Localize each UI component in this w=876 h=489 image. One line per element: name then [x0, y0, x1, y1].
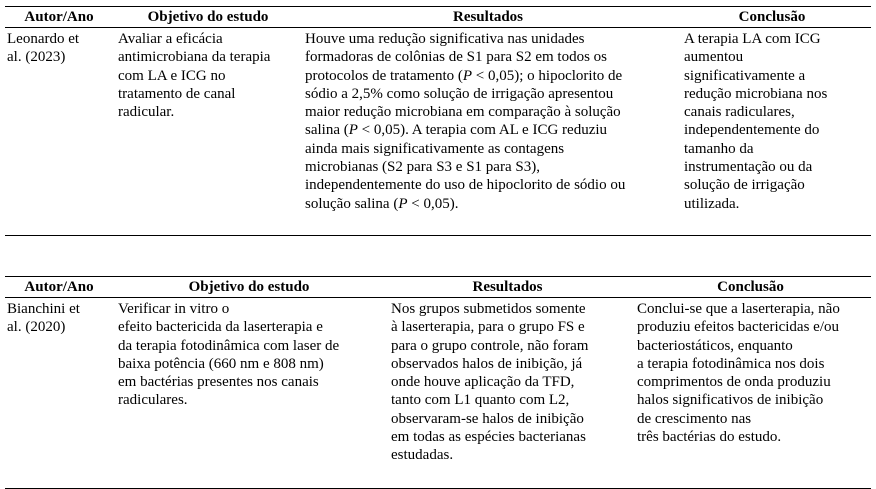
text-line: baixa potência (660 nm e 808 nm) — [118, 355, 324, 372]
text-line: independentemente do uso de hipoclorito de sódio ou — [305, 177, 626, 194]
text-line: solução de irrigação — [684, 177, 805, 194]
text-line: antimicrobiana da terapia — [118, 49, 271, 66]
text-line: maior redução microbiana em comparação à solução — [305, 104, 621, 121]
text-line: Bianchini et — [7, 301, 80, 317]
header-conclusao: Conclusão — [738, 9, 806, 25]
text-line: utilizada. — [684, 195, 740, 212]
cell-conclusao — [637, 300, 869, 446]
text-line: redução microbiana nos — [684, 85, 828, 102]
text-line: da terapia fotodinâmica com laser de — [118, 337, 340, 354]
text-line: ainda mais significativamente as contagens — [305, 140, 565, 157]
cell-objetivo — [118, 30, 298, 121]
header-resultados: Resultados — [472, 279, 543, 295]
text-line: Conclui-se que a laserterapia, não — [637, 301, 840, 317]
text-line: halos significativos de inibição — [637, 392, 824, 409]
text-line: tamanho da — [684, 140, 754, 157]
text-line: observaram-se halos de inibição — [391, 410, 584, 427]
results-table-leonardo — [5, 6, 871, 236]
text-line: a terapia fotodinâmica nos dois — [637, 355, 825, 372]
header-autor-ano: Autor/Ano — [24, 279, 94, 295]
text-line: al. (2020) — [7, 319, 66, 336]
text-line: significativamente a — [684, 67, 806, 84]
header-conclusao: Conclusão — [717, 279, 784, 295]
text-line: tanto com L1 quanto com L2, — [391, 392, 570, 409]
table-header-row — [5, 276, 871, 298]
text-line: Nos grupos submetidos somente — [391, 301, 586, 317]
text-line: comprimentos de onda produziu — [637, 374, 831, 391]
text-line: tratamento de canal — [118, 85, 236, 102]
text-line: sódio a 2,5% como solução de irrigação apresentou — [305, 85, 614, 102]
text-line: solução salina (P < 0,05). — [305, 195, 459, 212]
text-line: protocolos de tratamento (P < 0,05); o hipoclorito de — [305, 67, 623, 84]
text-line: A terapia LA com ICG — [684, 31, 821, 47]
table-row — [5, 298, 871, 489]
text-line: al. (2023) — [7, 49, 66, 66]
text-line: três bactérias do estudo. — [637, 429, 782, 446]
text-line: microbianas (S2 para S3 e S1 para S3), — [305, 159, 540, 176]
text-line: de crescimento nas — [637, 410, 752, 427]
header-autor-ano: Autor/Ano — [24, 9, 94, 25]
text-line: onde houve aplicação da TFD, — [391, 374, 575, 391]
text-line: produziu efeitos bactericidas e/ou — [637, 319, 840, 336]
table-row — [5, 28, 871, 236]
results-table-bianchini — [5, 276, 871, 489]
text-line: aumentou — [684, 49, 744, 66]
text-line: radicular. — [118, 104, 175, 121]
text-line: independentemente do — [684, 122, 820, 139]
text-line: à laserterapia, para o grupo FS e — [391, 319, 585, 336]
header-objetivo: Objetivo do estudo — [147, 9, 269, 25]
text-line: Verificar in vitro o — [118, 301, 230, 317]
text-line: Houve uma redução significativa nas unidades — [305, 31, 585, 47]
text-line: para o grupo controle, não foram — [391, 337, 589, 354]
cell-conclusao — [684, 30, 869, 213]
text-line: em bactérias presentes nos canais — [118, 374, 319, 391]
cell-objetivo — [118, 300, 383, 410]
header-objetivo: Objetivo do estudo — [188, 279, 310, 295]
table-header-row — [5, 6, 871, 28]
text-line: formadoras de colônias de S1 para S2 em todos os — [305, 49, 608, 66]
text-line: efeito bactericida da laserterapia e — [118, 319, 323, 336]
cell-resultados — [391, 300, 621, 465]
cell-resultados — [305, 30, 665, 213]
cell-autor — [7, 30, 112, 67]
header-resultados: Resultados — [452, 9, 523, 25]
text-line: bacteriostáticos, enquanto — [637, 337, 793, 354]
text-line: instrumentação ou da — [684, 159, 813, 176]
text-line: salina (P < 0,05). A terapia com AL e ICG reduziu — [305, 122, 608, 139]
text-line: canais radiculares, — [684, 104, 795, 121]
text-line: em todas as espécies bacterianas — [391, 429, 586, 446]
cell-autor — [7, 300, 112, 337]
text-line: radiculares. — [118, 392, 188, 409]
text-line: observados halos de inibição, já — [391, 355, 583, 372]
text-line: Avaliar a eficácia — [118, 31, 223, 47]
text-line: Leonardo et — [7, 31, 80, 47]
text-line: estudadas. — [391, 447, 454, 464]
text-line: com LA e ICG no — [118, 67, 226, 84]
